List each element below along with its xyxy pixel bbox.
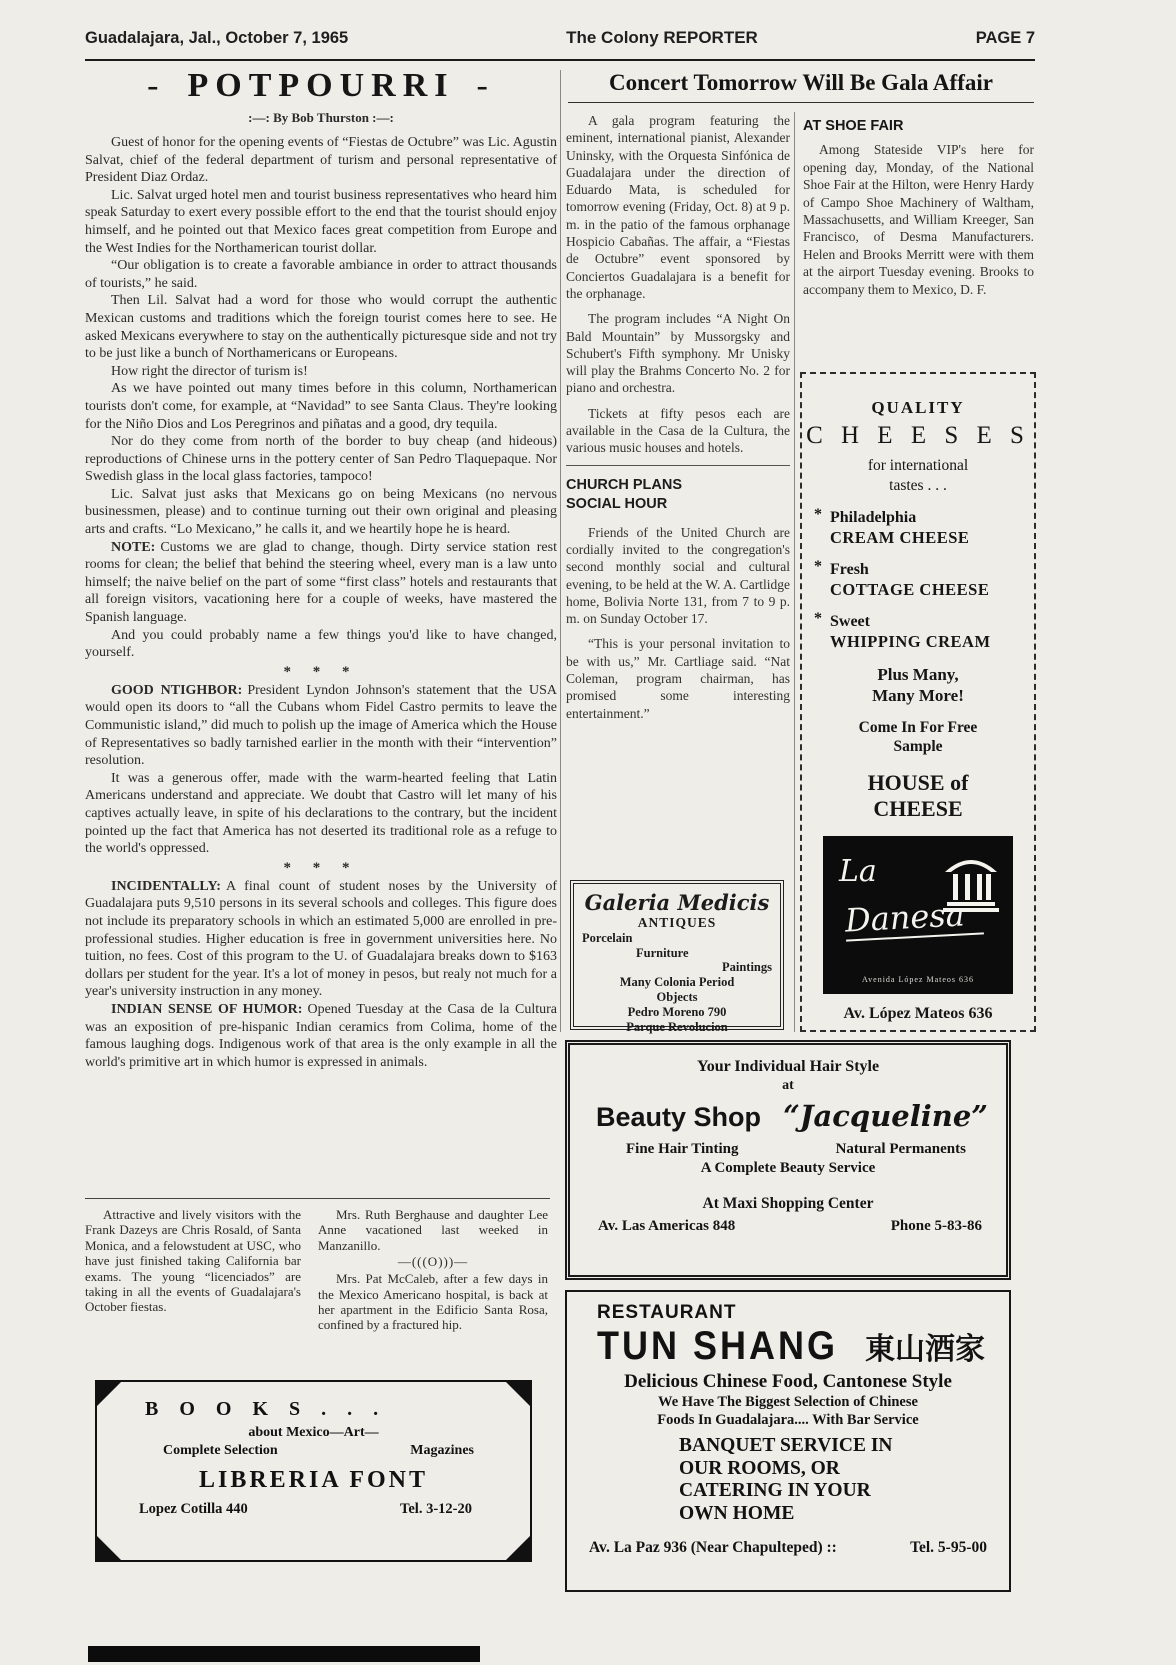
potpourri-paragraph: Guest of honor for the opening events of “Fiestas de Octubre” was Lic. Agustin Salvat, chief of the federal department of turism and personal representative of President Diaz Ordaz. [85, 135, 557, 186]
galeria-paintings: Paintings [721, 960, 772, 974]
cheese-address: Av. López Mateos 636 [843, 1005, 993, 1022]
potpourri-paragraph: And you could probably name a few things you'd like to have changed, yourself. [85, 627, 557, 661]
social-notes-left [85, 1207, 301, 1375]
social-note: Attractive and lively visitors with the Frank Dazeys are Chris Rosald, of Santa Monica, and a felowstudent at USC, who have just finished taking California bar exams. The young “licenciados” are taking in all the events of Guadalajara's October fiestas. [85, 1207, 301, 1315]
restaurant-banquet-block: BANQUET SERVICE IN OUR ROOMS, OR CATERING IN YOUR OWN HOME [679, 1435, 893, 1524]
potpourri-paragraph: How right the director of turism is! [111, 363, 308, 379]
galeria-name: Galeria Medicis [584, 890, 770, 915]
beauty-address: Av. Las Americas 848 [598, 1218, 736, 1234]
beauty-shop-label: Beauty Shop [596, 1102, 762, 1132]
restaurant-title-row [583, 1324, 993, 1368]
galeria-porcelain: Porcelain [582, 931, 633, 945]
beauty-services-row [570, 1133, 1006, 1158]
cheese-item: * Fresh COTTAGE CHEESE [814, 558, 990, 599]
galeria-medicis-ad [570, 880, 784, 1034]
books-store-name: LIBRERIA FONT [198, 1467, 429, 1493]
restaurant-tun-shang-ad [565, 1290, 1011, 1592]
beauty-service-permanents: Natural Permanents [835, 1141, 966, 1157]
beauty-at: at [782, 1078, 794, 1093]
column-rule-left [560, 70, 561, 1032]
masthead-dateline: Guadalajara, Jal., October 7, 1965 [85, 29, 349, 47]
potpourri-paragraph: Nor do they come from north of the border to buy cheap (and hideous) reproductions of Chinese urns in the pottery center of San Pedro Tlaquepaque. Nor Swedish glass in the local glass factories, tampoco! [85, 434, 557, 485]
books-title: B O O K S . . . [145, 1398, 387, 1420]
books-address: Lopez Cotilla 440 [139, 1501, 248, 1517]
church-subhead: CHURCH PLANS SOCIAL HOUR [566, 476, 682, 512]
galeria-address2: Parque Revolucion [626, 1019, 728, 1034]
social-notes-rule [85, 1198, 550, 1199]
beauty-phone: Phone 5-83-86 [890, 1218, 982, 1234]
restaurant-phone: Tel. 5-95-00 [910, 1539, 987, 1556]
concert-story-column [566, 112, 790, 878]
masthead [85, 28, 1035, 48]
shoe-fair-heading: AT SHOE FAIR [803, 118, 904, 134]
potpourri-column [85, 66, 557, 1071]
potpourri-byline: :—: By Bob Thurston :—: [248, 110, 394, 125]
potpourri-paragraph: Lic. Salvat just asks that Mexicans go on being Mexicans (no nervous businessmen, please) and to continue turning out their own original and pleasing arts and crafts. “Lo Mexicano,” he calls it, and we heartily hope he is heard. [85, 486, 557, 538]
column-rule-mid [794, 112, 795, 1032]
concert-headline: Concert Tomorrow Will Be Gala Affair [609, 70, 993, 95]
restaurant-contact-row [583, 1539, 993, 1557]
cheese-free-sample: Come In For Free Sample [858, 719, 978, 755]
logo-danesa: Danesa [844, 894, 984, 941]
potpourri-paragraph: GOOD NTIGHBOR: President Lyndon Johnson's statement that the USA would open its doors to “all the Cubans whom Fidel Castro permits to leave the Communistic island,” did much to polish up the image of America which the House of Representatives so badly tarnished earlier in the month with their “intervention” resolution. [85, 682, 557, 769]
potpourri-paragraph: It was a generous offer, made with the warm-hearted feeling that Latin Americans understand and appreciate. We doubt that Castro will let many of his captives actually leave, in spite of his declarations to the contrary, but the incident pointed up the fact that America has not deserted its traditional role as a refuge to the world's oppressed. [85, 770, 557, 857]
beauty-title-row [570, 1095, 1006, 1133]
galeria-line1: Many Colonia Period [619, 974, 735, 989]
books-tel: Tel. 3-12-20 [400, 1501, 472, 1517]
books-selection-row [97, 1443, 530, 1459]
cheese-title: C H E E S E S [806, 422, 1030, 449]
logo-la: La [839, 854, 877, 889]
bullet-marker: * [814, 506, 822, 523]
restaurant-label: RESTAURANT [597, 1302, 737, 1323]
restaurant-address: Av. La Paz 936 (Near Chapulteped) :: [589, 1539, 837, 1556]
restaurant-sub2: Foods In Guadalajara.... With Bar Service [657, 1412, 919, 1428]
house-of-cheese-ad [800, 372, 1036, 1032]
corner-ornament [505, 1535, 531, 1561]
galeria-furniture: Furniture [636, 945, 689, 960]
libreria-font-ad [95, 1380, 532, 1562]
potpourri-paragraph: NOTE: Customs we are glad to change, though. Dirty service station rest rooms for clean; the belief that behind the steering wheel, every man is a law unto himself; the naive belief on the part of some “first class” hotels and restaurants that all foreign visitors, vacationing here for a couple of weeks, have mastered the Spanish language. [85, 539, 557, 626]
beauty-location: At Maxi Shopping Center [702, 1195, 874, 1212]
house-of-cheese-name: HOUSE of CHEESE [867, 770, 969, 821]
bullet-marker: * [814, 558, 822, 575]
social-divider-ornament: —(((O)))— [397, 1254, 469, 1270]
galeria-line2: Objects [656, 989, 698, 1004]
corner-ornament [505, 1381, 531, 1407]
galeria-antiques: ANTIQUES [637, 915, 717, 930]
social-note: Mrs. Ruth Berghause and daughter Lee Anne vacationed last weeked in Manzanillo. [318, 1207, 548, 1253]
cheese-plus-many: Plus Many, Many More! [872, 665, 964, 705]
books-complete-selection: Complete Selection [163, 1443, 278, 1458]
beauty-shop-ad [565, 1040, 1011, 1280]
masthead-page-number: PAGE 7 [975, 29, 1035, 47]
section-ornament: * * * [283, 859, 359, 876]
restaurant-chinese-name: 東山酒家 [865, 1333, 985, 1366]
books-magazines: Magazines [410, 1443, 474, 1458]
concert-paragraph: The program includes “A Night On Bald Mountain” by Mussorgsky and Schubert's Fifth symphony. Mr Unisky will play the Brahms Concerto No. 2 for piano and orchestra. [566, 311, 790, 396]
cheese-item: * Philadelphia CREAM CHEESE [814, 506, 970, 547]
title-dash-right: - [476, 67, 495, 104]
title-dash-left: - [147, 67, 166, 104]
potpourri-title [85, 66, 557, 106]
la-danesa-logo-box [823, 836, 1013, 994]
cheese-tagline: for international tastes . . . [867, 457, 969, 494]
cheese-item-list [802, 508, 1034, 652]
corner-ornament [96, 1381, 122, 1407]
social-notes-right [318, 1207, 548, 1375]
church-paragraph: Friends of the United Church are cordially invited to the congregation's second monthly social and cultural evening, to be held at the W. A. Cartlidge home, Bolivia Norte 131, from 7 to 9 p. m. on Sunday October 17. [566, 524, 790, 627]
restaurant-slogan: Delicious Chinese Food, Cantonese Style [624, 1371, 952, 1392]
beauty-shop-name: “Jacqueline” [783, 1099, 988, 1133]
restaurant-name: TUN SHANG [597, 1322, 838, 1368]
cheese-item: * Sweet WHIPPING CREAM [814, 610, 991, 651]
corner-ornament [96, 1535, 122, 1561]
column-divider-rule [566, 465, 790, 466]
concert-paragraph: Tickets at fifty pesos each are available in the Casa de la Cultura, the various music houses and hotels. [566, 405, 790, 456]
potpourri-paragraph: INCIDENTALLY: A final count of student noses by the University of Guadalajara puts 9,510 persons in its several schools and colleges. This figure does not include its preparatory schools in which an estimated 5,000 are enrolled in pre-professional studies. Higher education is free in government universities here. No tuition, no fees. Cost of this program to the U. of Guadalajara breaks down to $163 dollars per student for the year. It's a lot of money in pesos, but realy not much for a year's university instruction in any money. [85, 878, 557, 1000]
potpourri-paragraph: “Our obligation is to create a favorable ambiance in order to attract thousands of tourists,” he said. [85, 258, 557, 291]
galeria-address: Pedro Moreno 790 [627, 1004, 727, 1019]
social-note: Mrs. Pat McCaleb, after a few days in the Mexico Americano hospital, is back at her apartment in the Edificio Santa Rosa, confined by a fractured hip. [318, 1271, 548, 1333]
books-contact-row [97, 1495, 530, 1518]
beauty-complete-service: A Complete Beauty Service [700, 1160, 876, 1176]
masthead-paper-name: The Colony REPORTER [566, 28, 758, 47]
church-paragraph: “This is your personal invitation to be with us,” Mr. Cartliage said. “Nat Coleman, program chairman, has promised some interesting entertainment.” [566, 636, 790, 721]
potpourri-paragraph: As we have pointed out many times before in this column, Northamerican tourists don't come, for example, at “Navidad” to see Santa Claus. They're looking for the Niño Dios and Los Peregrinos and piñatas and a good, dry tequila. [85, 381, 557, 432]
books-about: about Mexico—Art— [248, 1425, 379, 1440]
beauty-service-tinting: Fine Hair Tinting [626, 1141, 739, 1157]
title-text: POTPOURRI [187, 67, 455, 104]
scan-artifact-bar [88, 1646, 480, 1662]
bullet-marker: * [814, 610, 822, 627]
potpourri-paragraph: INDIAN SENSE OF HUMOR: Opened Tuesday at the Casa de la Cultura was an exposition of pre-hispanic Indian ceramics from Colima, home of the famous laughing dogs. Indigenous work of that area is the only example in all the world's primitive art in which humor is expressed in animals. [85, 1001, 558, 1070]
shoe-fair-story [803, 118, 1034, 298]
beauty-contact-row [570, 1214, 1006, 1235]
potpourri-paragraph: Lic. Salvat urged hotel men and tourist business representatives who heard him speak Saturday to exert every possible effort to the end that the tourist should enjoy himself, and he pointed out that Mexico faces great competition from Europe and the West Indies for the Northamerican tourist dollar. [85, 187, 557, 256]
concert-paragraph: A gala program featuring the eminent, international pianist, Alexander Uninsky, with the Orquesta Sinfónica de Guadalajara under the direction of Eduardo Mata, is scheduled for tomorrow evening (Friday, Oct. 8) at 9 p. m. in the patio of the famous orphanage Hospicio Cabañas. The affair, a “Fiestas de Octubre” event sponsored by Conciertos Guadalajara is a benefit for the orphanage. [566, 113, 790, 301]
shoe-fair-body: Among Stateside VIP's here for opening day, Monday, of the National Shoe Fair at the Hilton, were Henry Hardy of Campo Shoe Machinery of Waltham, Massachusetts, and William Kreeger, San Francisco, of Desma Manufacturers. Helen and Brooks Merritt were with them at the airport Tuesday evening. Brooks to accompany them to Mexico, D. F. [803, 142, 1034, 297]
headline-rule [568, 102, 1034, 103]
section-ornament: * * * [283, 663, 359, 680]
masthead-rule [85, 59, 1035, 61]
beauty-tagline: Your Individual Hair Style [696, 1058, 880, 1075]
restaurant-sub1: We Have The Biggest Selection of Chinese [658, 1394, 918, 1410]
potpourri-paragraph: Then Lil. Salvat had a word for those who would corrupt the authentic Mexican customs and traditions which the foreign tourist comes here to see. He asked Mexicans everywhere to stay on the authentically picturesque side and not try to be just like a bunch of Northamericans or Europeans. [85, 293, 557, 362]
logo-caption: Avenida López Mateos 636 [861, 975, 975, 984]
cheese-quality: QUALITY [871, 398, 965, 417]
